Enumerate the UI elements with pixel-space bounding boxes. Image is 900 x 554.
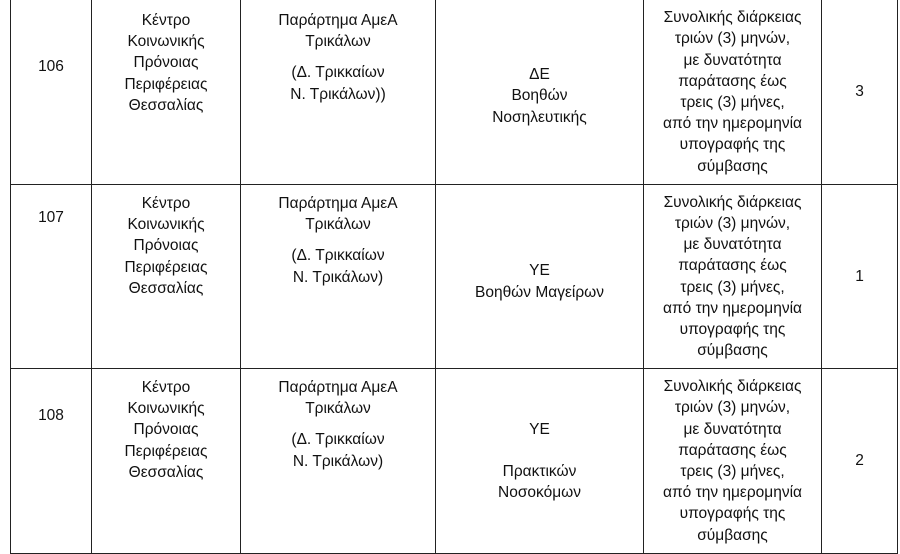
duration-line: υπογραφής της <box>679 505 786 523</box>
unit-line: Τρικάλων <box>305 33 371 51</box>
specialty-line: Βοηθών Μαγείρων <box>474 283 604 301</box>
unit-line: Ν. Τρικάλων)) <box>290 85 386 103</box>
quantity-cell <box>822 369 898 554</box>
unit-line: Ν. Τρικάλων) <box>292 268 384 286</box>
quantity-cell <box>822 185 898 369</box>
unit-line: (Δ. Τρικκαίων <box>291 247 385 265</box>
service-line: Κοινωνικής <box>127 400 205 418</box>
service-line: Πρόνοιας <box>133 54 199 72</box>
service-line: Περιφέρειας <box>124 258 208 276</box>
unit-line: Παράρτημα ΑμεΑ <box>278 195 398 212</box>
service-line: Θεσσαλίας <box>128 279 204 297</box>
service-cell <box>92 185 241 369</box>
unit-cell <box>241 185 436 369</box>
duration-line: σύμβασης <box>697 157 768 175</box>
duration-cell <box>644 369 822 554</box>
duration-cell <box>644 185 822 369</box>
duration-line: παράτασης έως <box>678 441 787 459</box>
duration-line: τριών (3) μηνών, <box>674 399 791 417</box>
table-row <box>11 185 898 369</box>
duration-line: με δυνατότητα <box>683 51 782 69</box>
row-number: 106 <box>38 58 64 75</box>
duration-line: τρεις (3) μήνες, <box>680 94 785 111</box>
duration-line: τρεις (3) μήνες, <box>680 278 785 296</box>
quantity-value: 2 <box>855 452 864 470</box>
table-row <box>11 0 898 185</box>
duration-line: από την ημερομηνία <box>663 484 802 502</box>
specialty-line: Νοσοκόμων <box>498 484 581 502</box>
unit-line: Παράρτημα ΑμεΑ <box>278 379 398 396</box>
duration-line: υπογραφής της <box>679 320 786 338</box>
duration-line: παράτασης έως <box>678 257 787 275</box>
service-line: Κοινωνικής <box>127 216 205 234</box>
duration-line: με δυνατότητα <box>683 236 782 254</box>
unit-line: (Δ. Τρικκαίων <box>291 431 385 449</box>
unit-line: Τρικάλων <box>305 400 371 418</box>
service-line: Κέντρο <box>141 195 191 212</box>
duration-line: με δυνατότητα <box>683 420 782 438</box>
specialty-cell <box>436 185 644 369</box>
service-line: Θεσσαλίας <box>128 463 204 481</box>
duration-line: σύμβασης <box>697 342 768 360</box>
unit-cell <box>241 369 436 554</box>
duration-line: υπογραφής της <box>679 136 786 154</box>
row-number-cell <box>11 185 92 369</box>
service-line: Πρόνοιας <box>133 421 199 439</box>
specialty-line: Βοηθών <box>511 87 568 105</box>
row-number-cell <box>11 369 92 554</box>
specialty-line: Νοσηλευτικής <box>492 108 587 126</box>
duration-line: Συνολικής διάρκειας <box>663 193 802 211</box>
quantity-value: 1 <box>855 267 864 285</box>
unit-line: Ν. Τρικάλων) <box>292 452 384 470</box>
service-line: Κέντρο <box>141 379 191 396</box>
service-line: Θεσσαλίας <box>128 96 204 114</box>
duration-line: από την ημερομηνία <box>663 115 802 133</box>
positions-table <box>10 0 898 554</box>
duration-line: παράτασης έως <box>678 72 787 90</box>
service-line: Περιφέρειας <box>124 75 208 93</box>
duration-line: από την ημερομηνία <box>663 299 802 317</box>
service-line: Πρόνοιας <box>133 237 199 255</box>
duration-line: τριών (3) μηνών, <box>674 214 791 232</box>
specialty-cell <box>436 0 644 185</box>
duration-cell <box>644 0 822 185</box>
specialty-line: ΥΕ <box>529 420 550 438</box>
duration-line: Συνολικής διάρκειας <box>663 9 802 27</box>
specialty-cell <box>436 369 644 554</box>
specialty-line: ΥΕ <box>529 262 550 280</box>
specialty-line: ΔΕ <box>529 66 550 84</box>
quantity-cell <box>822 0 898 185</box>
service-line: Κέντρο <box>141 12 191 29</box>
duration-line: τρεις (3) μήνες, <box>680 463 785 480</box>
duration-line: σύμβασης <box>697 526 768 544</box>
service-cell <box>92 0 241 185</box>
row-number: 108 <box>38 407 64 424</box>
duration-line: Συνολικής διάρκειας <box>663 378 802 396</box>
unit-line: Τρικάλων <box>305 216 371 234</box>
table-row <box>11 369 898 554</box>
service-line: Περιφέρειας <box>124 442 208 460</box>
unit-line: (Δ. Τρικκαίων <box>291 64 385 82</box>
unit-cell <box>241 0 436 185</box>
row-number: 107 <box>38 209 64 226</box>
specialty-line: Πρακτικών <box>502 462 577 480</box>
quantity-value: 3 <box>855 83 864 101</box>
duration-line: τριών (3) μηνών, <box>674 30 791 48</box>
service-cell <box>92 369 241 554</box>
row-number-cell <box>11 0 92 185</box>
service-line: Κοινωνικής <box>127 33 205 51</box>
unit-line: Παράρτημα ΑμεΑ <box>278 12 398 29</box>
